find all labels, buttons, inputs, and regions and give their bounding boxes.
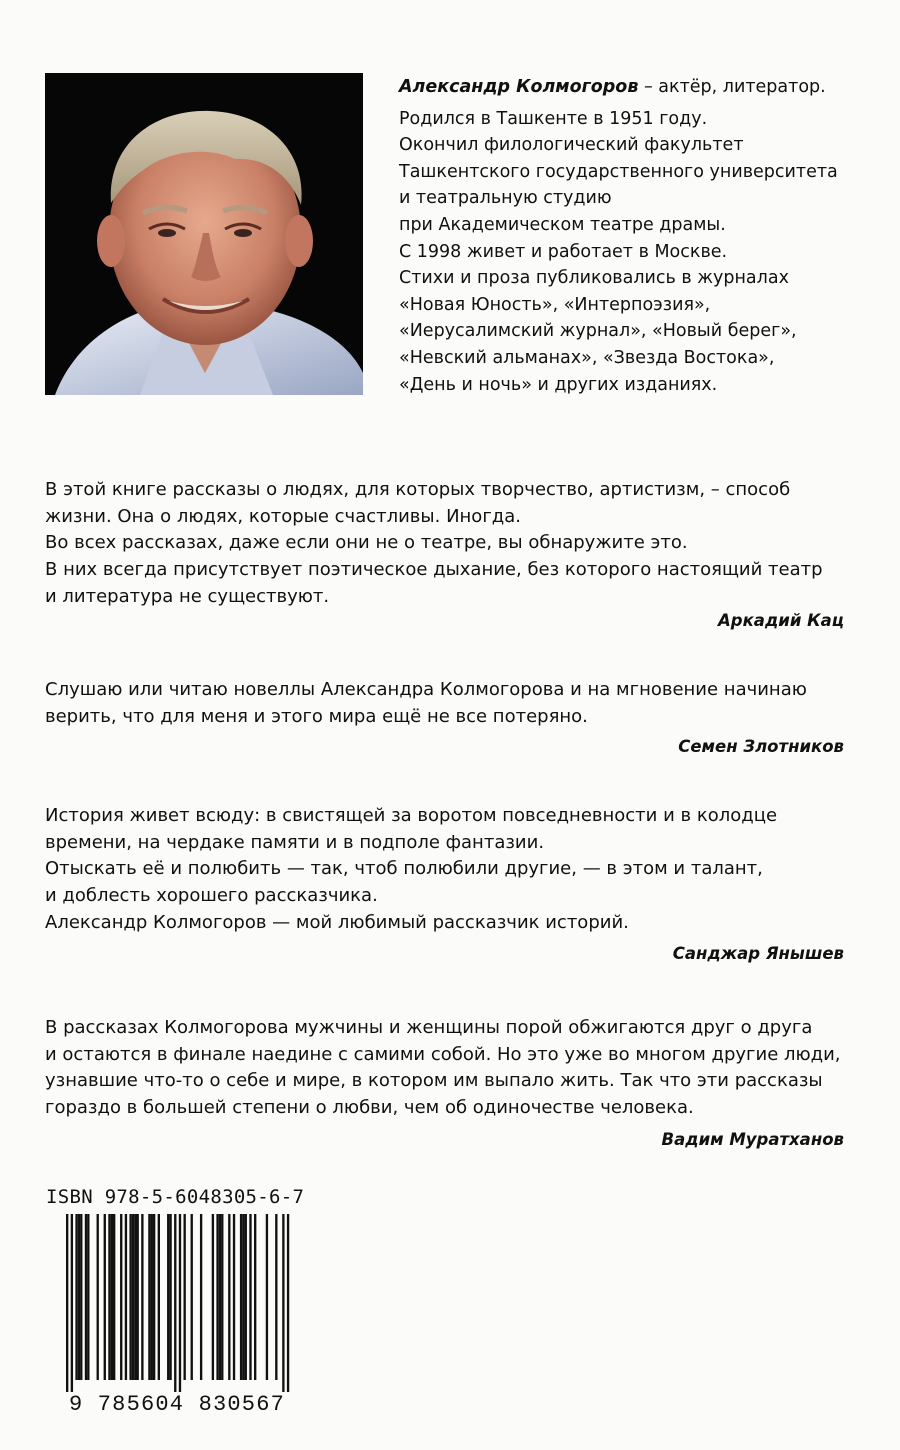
bio-line: С 1998 живет и работает в Москве. — [399, 241, 728, 262]
barcode-bar — [287, 1214, 289, 1392]
barcode-bar — [137, 1214, 139, 1380]
review-line: и остаются в финале наедине с самими собой. Но это уже во многом другие люди, — [45, 1043, 841, 1065]
barcode-bar — [174, 1214, 176, 1392]
barcode-bar — [134, 1214, 136, 1380]
review-line: История живет всюду: в свистящей за воротом повседневности и в колодце — [45, 805, 778, 826]
barcode-bar — [158, 1214, 160, 1380]
review-line: жизни. Она о людях, которые счастливы. Иногда. — [45, 505, 521, 527]
barcode-bar — [113, 1214, 115, 1380]
barcode-bar — [132, 1214, 134, 1380]
review-line: узнавшие что-то о себе и мире, в котором им выпало жить. Так что эти рассказы — [45, 1070, 823, 1092]
barcode-bar — [80, 1214, 82, 1380]
barcode-bar — [254, 1214, 256, 1380]
barcode-bar — [75, 1214, 77, 1380]
barcode-bar — [151, 1214, 153, 1380]
bio-line: «Иерусалимский журнал», «Новый берег», — [399, 321, 797, 342]
author-portrait-icon — [45, 73, 363, 395]
review-line: В них всегда присутствует поэтическое дыхание, без которого настоящий театр — [45, 559, 823, 581]
review-line: времени, на чердаке памяти и в подполе фантазии. — [45, 831, 545, 853]
review-signature: Семен Злотников — [678, 737, 844, 756]
barcode-bar — [275, 1214, 277, 1380]
barcode-bar — [184, 1214, 186, 1380]
barcode-bar — [216, 1214, 218, 1380]
barcode-bar — [169, 1214, 171, 1380]
author-role: – актёр, литератор. — [638, 77, 826, 97]
barcode-bar — [266, 1214, 268, 1380]
barcode-bar — [200, 1214, 202, 1380]
bio-line: «Невский альманах», «Звезда Востока», — [399, 347, 775, 368]
review-yanyshev — [45, 803, 845, 937]
barcode-bar — [108, 1214, 110, 1380]
review-signature: Вадим Муратханов — [661, 1130, 844, 1149]
barcode-bar — [167, 1214, 169, 1380]
barcode-bar — [66, 1214, 68, 1392]
review-zlotnikov — [45, 677, 845, 730]
barcode-bar — [111, 1214, 113, 1380]
barcode-bar — [242, 1214, 244, 1380]
barcode-bar — [245, 1214, 247, 1380]
review-line: В этой книге рассказы о людях, для которых творчество, артистизм, – способ — [45, 479, 791, 500]
review-line: гораздо в большей степени о любви, чем об одиночестве человека. — [45, 1097, 694, 1119]
bio-line: Родился в Ташкенте в 1951 году. — [399, 108, 708, 129]
barcode-bar — [219, 1214, 221, 1380]
barcode-bar — [179, 1214, 181, 1392]
bio-line: Ташкентского государственного университета — [399, 161, 838, 182]
barcode-bar — [153, 1214, 155, 1380]
author-intro — [399, 74, 869, 101]
isbn-number: ISBN 978-5-6048305-6-7 — [46, 1186, 305, 1208]
barcode-bar — [240, 1214, 242, 1380]
bio-line: «День и ночь» и других изданиях. — [399, 374, 718, 395]
barcode-bar — [282, 1214, 284, 1392]
review-line: верить, что для меня и этого мира ещё не все потеряно. — [45, 705, 588, 727]
bio-line: и театральную студию — [399, 188, 612, 209]
barcode — [40, 1214, 314, 1414]
barcode-bar — [191, 1214, 193, 1380]
author-bio — [399, 74, 869, 398]
review-line: В рассказах Колмогорова мужчины и женщины порой обжигаются друг о друга — [45, 1017, 813, 1038]
barcode-bar — [85, 1214, 87, 1380]
barcode-bar — [141, 1214, 143, 1380]
review-line: и литература не существуют. — [45, 585, 330, 607]
barcode-bar — [125, 1214, 127, 1380]
review-line: и доблесть хорошего рассказчика. — [45, 885, 378, 907]
barcode-bar — [212, 1214, 214, 1380]
barcode-bar — [104, 1214, 106, 1380]
bio-line: при Академическом театре драмы. — [399, 214, 726, 235]
bio-line: «Новая Юность», «Интерпоэзия», — [399, 294, 711, 315]
review-signature: Аркадий Кац — [718, 611, 844, 630]
bio-line: Окончил филологический факультет — [399, 135, 744, 156]
barcode-digits: 9 785604 830567 — [68, 1392, 286, 1414]
barcode-bar — [120, 1214, 122, 1380]
barcode-bar — [249, 1214, 251, 1380]
barcode-bar — [233, 1214, 235, 1380]
barcode-bar — [221, 1214, 223, 1380]
review-signature: Санджар Янышев — [672, 944, 844, 963]
review-line: Слушаю или читаю новеллы Александра Колмогорова и на мгновение начинаю — [45, 679, 807, 700]
author-photo — [45, 73, 363, 395]
review-katz — [45, 477, 845, 611]
barcode-bar — [78, 1214, 80, 1380]
barcode-bar — [97, 1214, 99, 1380]
barcode-bar — [71, 1214, 73, 1392]
barcode-bar — [148, 1214, 150, 1380]
review-line: Александр Колмогоров — мой любимый рассказчик историй. — [45, 911, 629, 933]
barcode-bar — [228, 1214, 230, 1380]
review-line: Во всех рассказах, даже если они не о театре, вы обнаружите это. — [45, 532, 688, 554]
author-name: Александр Колмогоров — [399, 77, 639, 97]
barcode-icon — [40, 1214, 314, 1414]
review-muratkhanov — [45, 1015, 845, 1122]
barcode-bar — [129, 1214, 131, 1380]
barcode-bar — [87, 1214, 89, 1380]
review-line: Отыскать её и полюбить — так, чтоб полюбили другие, — в этом и талант, — [45, 858, 763, 880]
bio-line: Стихи и проза публиковались в журналах — [399, 268, 789, 289]
